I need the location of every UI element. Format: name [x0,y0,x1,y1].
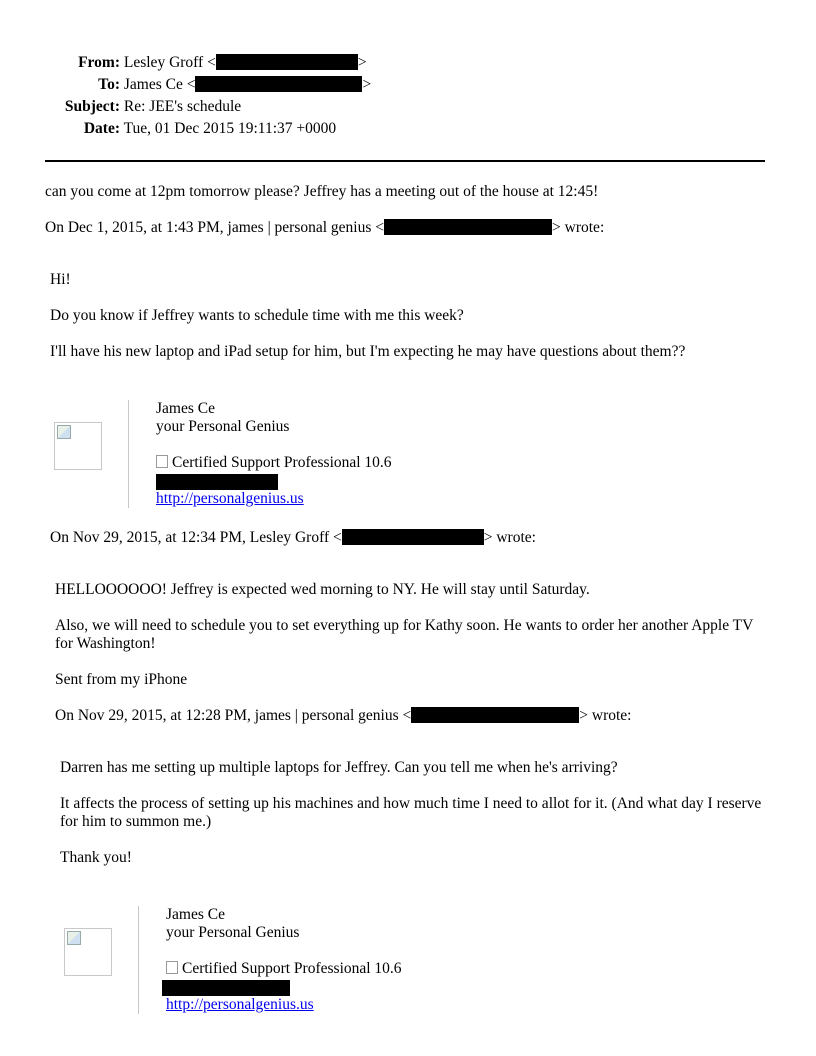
msg3-paragraph: HELLOOOOOO! Jeffrey is expected wed morning to NY. He will stay until Saturday. [55,581,590,598]
quote-intro-text: > wrote: [579,707,632,724]
certification-icon [166,961,178,974]
redaction-box [384,219,552,235]
quote-intro-1 [45,219,604,237]
quote-intro-3 [55,707,631,725]
signature-tagline: your Personal Genius [166,924,300,941]
signature-link[interactable]: http://personalgenius.us [166,996,314,1013]
subject-label: Subject: [64,98,120,115]
msg3-sent-from: Sent from my iPhone [55,671,188,688]
msg2-greeting: Hi! [50,271,71,288]
signature-name: James Ce [166,906,225,923]
signature-cert [156,454,392,472]
signature-cert-text: Certified Support Professional 10.6 [182,960,402,977]
to-label: To: [98,76,120,93]
header-divider [45,160,765,162]
msg3-paragraph: Also, we will need to schedule you to set everything up for Kathy soon. He wants to order her another Apple TV for Washington! [55,617,754,652]
header-date-row [0,120,336,138]
header-subject-row [0,98,241,116]
msg2-paragraph: Do you know if Jeffrey wants to schedule time with me this week? [50,307,464,324]
from-name: Lesley Groff < [123,54,216,71]
signature-cert [166,960,402,978]
header-to-row [0,76,371,94]
broken-image-icon [57,425,71,439]
quote-intro-text: > wrote: [483,529,536,546]
from-label: From: [78,54,120,71]
certification-icon [156,455,168,468]
redaction-box [342,529,484,545]
to-name: James Ce < [123,76,196,93]
quote-intro-2 [50,529,536,547]
redaction-box [195,76,362,92]
signature-link[interactable]: http://personalgenius.us [156,490,304,507]
quote-intro-text: On Nov 29, 2015, at 12:34 PM, Lesley Groff < [50,529,342,546]
quote-intro-text: > wrote: [552,219,605,236]
signature-divider [128,400,129,508]
signature-name: James Ce [156,400,215,417]
signature-image [54,422,102,470]
msg4-paragraph: Darren has me setting up multiple laptops for Jeffrey. Can you tell me when he's arriving? [60,759,618,776]
redaction-box [162,980,290,996]
msg4-closing: Thank you! [60,849,132,866]
signature-image [64,928,112,976]
redaction-box [156,474,278,490]
quote-intro-text: On Dec 1, 2015, at 1:43 PM, james | personal genius < [45,219,385,236]
broken-image-icon [67,931,81,945]
signature-tagline: your Personal Genius [156,418,290,435]
redaction-box [216,54,358,70]
redaction-box [411,707,579,723]
reply-body: can you come at 12pm tomorrow please? Jeffrey has a meeting out of the house at 12:45! [45,183,599,200]
from-close: > [357,54,367,71]
to-close: > [362,76,372,93]
header-from-row [0,54,367,72]
subject-value: Re: JEE's schedule [123,98,242,115]
date-value: Tue, 01 Dec 2015 19:11:37 +0000 [123,120,337,137]
signature-divider [138,906,139,1014]
quote-intro-text: On Nov 29, 2015, at 12:28 PM, james | personal genius < [55,707,412,724]
msg4-paragraph: It affects the process of setting up his machines and how much time I need to allot for it. (And what day I reserve for him to summon me.) [60,795,762,830]
date-label: Date: [83,120,120,137]
msg2-paragraph: I'll have his new laptop and iPad setup for him, but I'm expecting he may have questions about them?? [50,343,686,360]
signature-cert-text: Certified Support Professional 10.6 [172,454,392,471]
